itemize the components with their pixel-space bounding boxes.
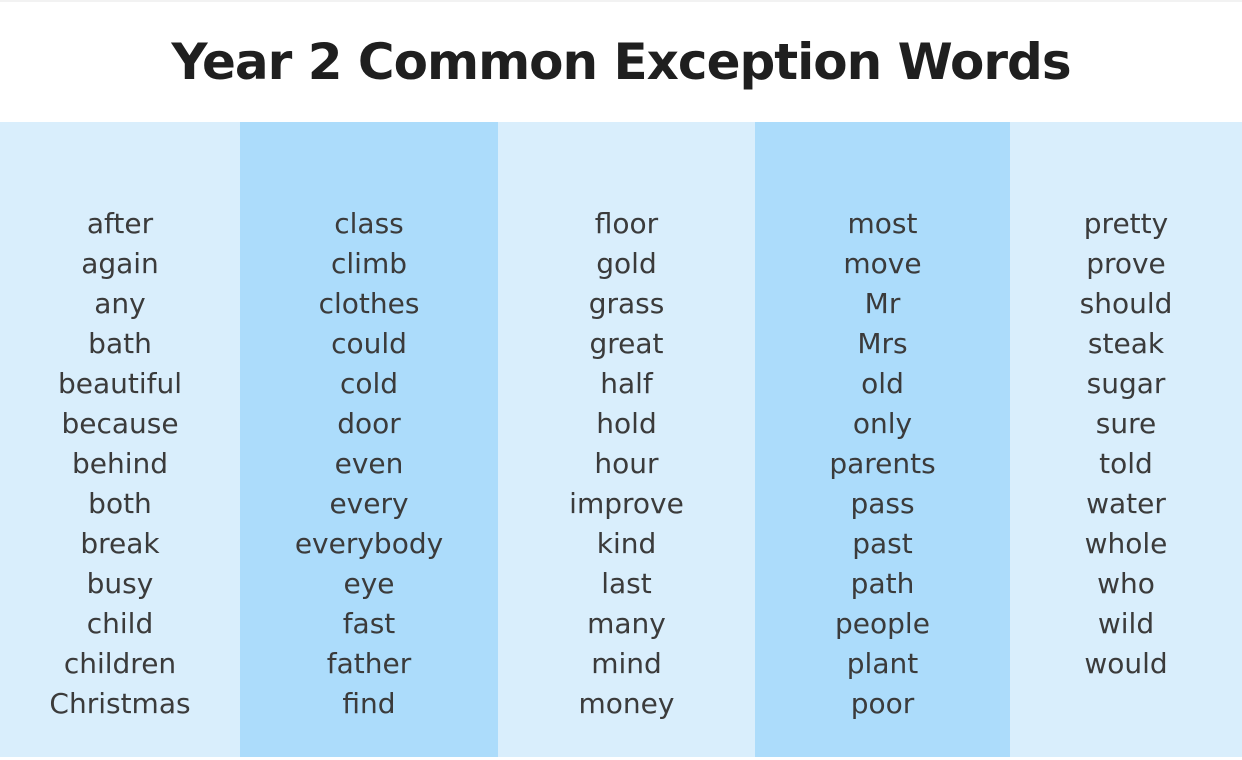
word: everybody [294, 527, 444, 560]
word: both [88, 487, 152, 520]
word: parents [829, 447, 936, 480]
word: class [334, 207, 404, 240]
word: eye [343, 567, 395, 600]
word: gold [596, 247, 657, 280]
word: prove [1086, 247, 1166, 280]
word-columns [0, 122, 1242, 757]
word: child [86, 607, 154, 640]
word-column-4 [755, 122, 1010, 757]
word: half [600, 367, 653, 400]
word: most [847, 207, 918, 240]
word: poor [850, 687, 915, 720]
word: told [1099, 447, 1153, 480]
word: should [1079, 287, 1173, 320]
word-column-2 [240, 122, 498, 757]
word: plant [846, 647, 919, 680]
word: move [843, 247, 922, 280]
word: sugar [1086, 367, 1166, 400]
word: many [587, 607, 666, 640]
word: again [81, 247, 159, 280]
word: behind [71, 447, 169, 480]
word: beautiful [57, 367, 183, 400]
word: find [342, 687, 396, 720]
word-column-1 [0, 122, 240, 757]
word: old [861, 367, 904, 400]
word: climb [330, 247, 407, 280]
word: kind [596, 527, 657, 560]
word: wild [1097, 607, 1155, 640]
word: last [601, 567, 652, 600]
word: break [80, 527, 160, 560]
word: steak [1087, 327, 1165, 360]
word: money [578, 687, 675, 720]
word: clothes [318, 287, 420, 320]
word: floor [594, 207, 659, 240]
word: pretty [1083, 207, 1169, 240]
word: Mrs [857, 327, 908, 360]
word: because [61, 407, 179, 440]
word: improve [569, 487, 684, 520]
word: great [589, 327, 664, 360]
word: could [331, 327, 407, 360]
word: people [835, 607, 930, 640]
word: past [852, 527, 913, 560]
word: even [334, 447, 404, 480]
word: hour [594, 447, 659, 480]
word-column-5 [1010, 122, 1242, 757]
word: fast [342, 607, 396, 640]
word: hold [596, 407, 657, 440]
word: would [1084, 647, 1168, 680]
word: door [337, 407, 401, 440]
word: path [850, 567, 915, 600]
word: water [1086, 487, 1166, 520]
word: busy [86, 567, 154, 600]
word: Christmas [49, 687, 191, 720]
word: children [63, 647, 177, 680]
word: pass [850, 487, 915, 520]
word: who [1097, 567, 1155, 600]
word: bath [88, 327, 152, 360]
word: sure [1095, 407, 1157, 440]
word: father [326, 647, 412, 680]
word: whole [1084, 527, 1168, 560]
word: any [94, 287, 146, 320]
word: grass [588, 287, 665, 320]
word: mind [591, 647, 662, 680]
word-column-3 [498, 122, 755, 757]
title-band [0, 0, 1242, 122]
word: only [852, 407, 913, 440]
word: after [86, 207, 154, 240]
page-title: Year 2 Common Exception Words [171, 33, 1071, 91]
word: cold [339, 367, 399, 400]
word: every [329, 487, 409, 520]
word: Mr [864, 287, 901, 320]
